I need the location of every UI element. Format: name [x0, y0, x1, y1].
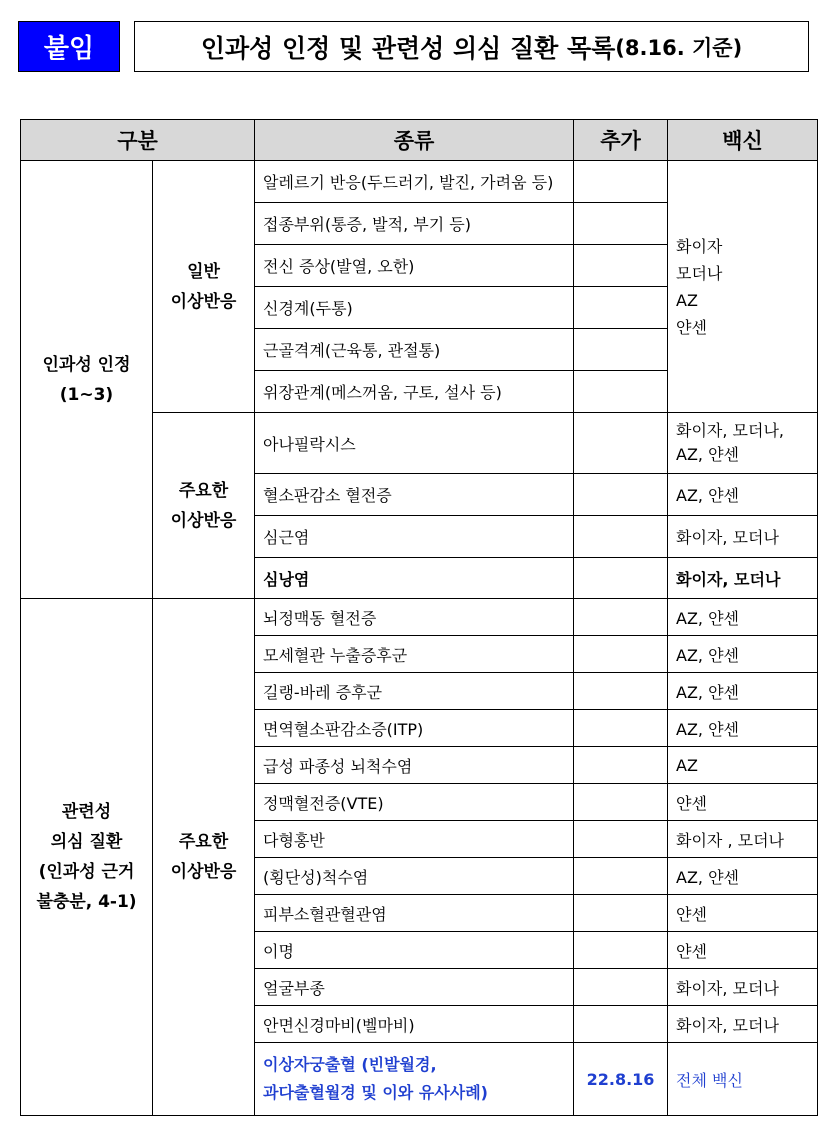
- disease-table: [20, 119, 818, 1116]
- table-row: [21, 161, 818, 203]
- table-row: 정맥혈전증(VTE) 얀센: [21, 784, 818, 821]
- header-vaccine: 백신: [668, 120, 818, 161]
- table-row: 심근염 화이자, 모더나: [21, 516, 818, 558]
- table-row: 혈소판감소 혈전증 AZ, 얀센: [21, 474, 818, 516]
- type-cell: 알레르기 반응(두드러기, 발진, 가려움 등): [255, 161, 574, 203]
- group2-major-label: 주요한 이상반응: [153, 599, 255, 1116]
- highlight-type: 이상자궁출혈 (빈발월경, 과다출혈월경 및 이와 유사사례): [255, 1043, 574, 1116]
- page-title: [134, 21, 809, 72]
- table-row: 다형홍반 화이자 , 모더나: [21, 821, 818, 858]
- highlight-added: 22.8.16: [574, 1043, 668, 1116]
- group2-label: 관련성 의심 질환 (인과성 근거 불충분, 4-1): [21, 599, 153, 1116]
- general-vaccines: 화이자 모더나 AZ 얀센: [668, 161, 818, 413]
- title-date: (8.16. 기준): [615, 35, 743, 60]
- table-row: 전신 증상(발열, 오한): [21, 245, 818, 287]
- title-main: 인과성 인정 및 관련성 의심 질환 목록: [200, 33, 616, 63]
- group1-label: 인과성 인정 (1~3): [21, 161, 153, 599]
- group1-major-label: 주요한 이상반응: [153, 413, 255, 599]
- table-row: 모세혈관 누출증후군 AZ, 얀센: [21, 636, 818, 673]
- header-type: 종류: [255, 120, 574, 161]
- table-row: 피부소혈관혈관염 얀센: [21, 895, 818, 932]
- highlight-vaccine: 전체 백신: [668, 1043, 818, 1116]
- table-row: 급성 파종성 뇌척수염 AZ: [21, 747, 818, 784]
- header-added: 추가: [574, 120, 668, 161]
- table-row: 관련성 의심 질환 (인과성 근거 불충분, 4-1) 주요한 이상반응 뇌정맥동 혈전증 AZ, 얀센: [21, 599, 818, 636]
- table-row: 안면신경마비(벨마비) 화이자, 모더나: [21, 1006, 818, 1043]
- header-category: 구분: [21, 120, 255, 161]
- table-row: (횡단성)척수염 AZ, 얀센: [21, 858, 818, 895]
- table-row: 주요한 이상반응 아나필락시스 화이자, 모더나, AZ, 얀센: [21, 413, 818, 474]
- table-row: 위장관계(메스꺼움, 구토, 설사 등): [21, 371, 818, 413]
- table-header-row: [21, 120, 818, 161]
- attachment-badge: 붙임: [18, 21, 120, 72]
- added-cell: [574, 161, 668, 203]
- table-row: 길랭-바레 증후군 AZ, 얀센: [21, 673, 818, 710]
- table-row: 접종부위(통증, 발적, 부기 등): [21, 203, 818, 245]
- group1-general-label: 일반 이상반응: [153, 161, 255, 413]
- table-row: 면역혈소판감소증(ITP) AZ, 얀센: [21, 710, 818, 747]
- table-row: 근골격계(근육통, 관절통): [21, 329, 818, 371]
- table-row: 이명 얀센: [21, 932, 818, 969]
- table-row: 얼굴부종 화이자, 모더나: [21, 969, 818, 1006]
- table-row: 신경계(두통): [21, 287, 818, 329]
- table-row: 심낭염 화이자, 모더나: [21, 558, 818, 599]
